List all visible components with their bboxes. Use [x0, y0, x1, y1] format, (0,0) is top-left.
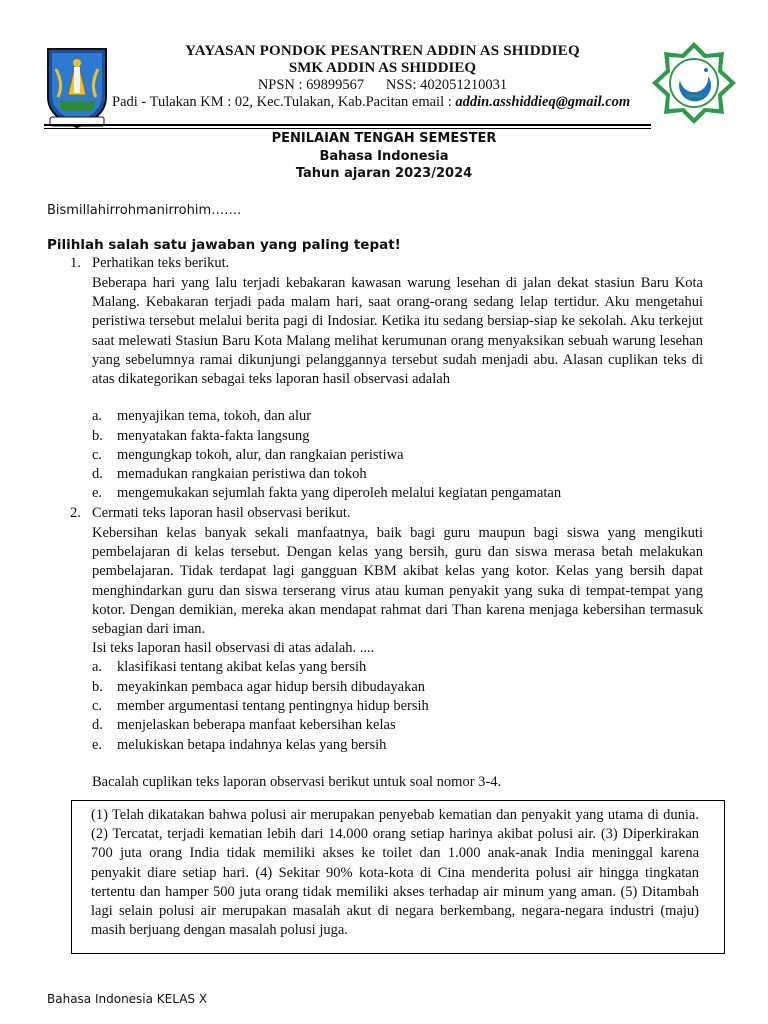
- exam-year: Tahun ajaran 2023/2024: [295, 166, 473, 181]
- opening-prayer: Bismillahirrohmanirrohim…….: [47, 203, 242, 218]
- q2-passage: Kebersihan kelas banyak sekali manfaatnya, baik bagi guru maupun bagi siswa yang mengikuti pembelajaran di kelas tersebut. Dengan kelas yang bersih, guru dan siswa merasa betah melakukan pembelajaran. Tidak terdapat lagi gangguan KBM akibat kelas yang kotor. Kelas yang bersih dapat menghindarkan guru dan siswa terserang virus atau kuman penyakit yang suka di tempat-tempat yang kotor. Dengan demikian, mereka akan mendapat rahmat dari Than karena menjaga kebersihan termasuk sebagian dari iman.: [92, 525, 703, 638]
- province-emblem-logo: [44, 45, 110, 129]
- school-name: SMK ADDIN AS SHIDDIEQ: [288, 60, 477, 76]
- q2-option-d: menjelaskan beberapa manfaat kebersihan kelas: [117, 717, 396, 733]
- page-footer: Bahasa Indonesia KELAS X: [47, 992, 208, 1006]
- q2-option-b: meyakinkan pembaca agar hidup bersih dibudayakan: [117, 679, 426, 695]
- q1-prompt: Perhatikan teks berikut.: [92, 255, 230, 271]
- q1-option-b: menyatakan fakta-fakta langsung: [117, 428, 310, 444]
- school-emblem-logo: [650, 40, 738, 126]
- q1-option-c: mengungkap tokoh, alur, dan rangkaian peristiwa: [117, 447, 404, 463]
- q2-option-letter: d.: [92, 717, 103, 733]
- q2-prompt: Cermati teks laporan hasil observasi berikut.: [92, 505, 351, 521]
- boxed-passage: (1) Telah dikatakan bahwa polusi air merupakan penyebab kematian dan penyakit yang utama di dunia. (2) Tercatat, terjadi kematian lebih dari 14.000 orang setiap harinya akibat polusi air. (3) Diperkirakan 700 juta orang India tidak memiliki akses ke toilet dan 1.000 anak-anak India meninggal karena penyakit diare setiap hari. (4) Sekitar 90% kota-kota di Cina menderita polusi air hingga tingkatan tertentu dan hamper 500 juta orang tidak memiliki akses terhadap air minum yang aman. (5) Ditambah lagi selain polusi air merupakan masalah akut di negara berkembang, negara-negara industri (maju) masih berjuang dengan masalah polusi juga.: [91, 807, 699, 939]
- foundation-name: YAYASAN PONDOK PESANTREN ADDIN AS SHIDDIEQ: [185, 43, 580, 59]
- q1-passage: Beberapa hari yang lalu terjadi kebakaran kawasan warung lesehan di jalan dekat stasiun Baru Kota Malang. Kebakaran terjadi pada malam hari, saat orang-orang sedang lelap tertidur. Aku mengetahui peristiwa tersebut melalui berita pagi di Indosiar. Ketika itu sedang bersiap-siap ke sekolah. Aku terkejut saat melewati Stasiun Baru Kota Malang melihat kerumunan orang menyaksikan sebuah warung lesehan yang sebelumnya ramai dikunjungi pelanggannya tersebut sudah menjadi abu. Alasan cuplikan teks di atas dikategorikan sebagai teks laporan hasil observasi adalah: [92, 275, 703, 388]
- q2-question: Isi teks laporan hasil observasi di atas adalah. ....: [92, 640, 375, 656]
- q2-option-letter: c.: [92, 698, 103, 714]
- q1-option-letter: c.: [92, 447, 103, 463]
- q2-option-c: member argumentasi tentang pentingnya hidup bersih: [117, 698, 429, 714]
- header-rule-thick: [44, 124, 651, 126]
- q2-option-letter: a.: [92, 659, 103, 675]
- school-ids: NPSN : 69899567 NSS: 402051210031: [257, 77, 508, 93]
- q1-number: 1.: [70, 255, 81, 271]
- instruction: Pilihlah salah satu jawaban yang paling tepat!: [47, 237, 401, 253]
- exam-title: PENILAIAN TENGAH SEMESTER: [271, 131, 497, 146]
- q2-option-e: melukiskan betapa indahnya kelas yang bersih: [117, 737, 387, 753]
- address-text: Padi - Tulakan KM : 02, Kec.Tulakan, Kab.Pacitan email :: [112, 94, 456, 110]
- q1-option-letter: a.: [92, 408, 103, 424]
- q1-option-letter: d.: [92, 466, 103, 482]
- q1-option-letter: b.: [92, 428, 103, 444]
- q2-number: 2.: [70, 505, 81, 521]
- q2-option-letter: b.: [92, 679, 103, 695]
- school-email: addin.asshiddieq@gmail.com: [455, 94, 631, 110]
- header-rule-thin: [44, 128, 651, 129]
- q2-option-letter: e.: [92, 737, 103, 753]
- exam-subject: Bahasa Indonesia: [319, 149, 449, 164]
- read-instruction: Bacalah cuplikan teks laporan observasi berikut untuk soal nomor 3-4.: [92, 774, 502, 790]
- q1-option-letter: e.: [92, 485, 103, 501]
- q1-option-a: menyajikan tema, tokoh, dan alur: [117, 408, 312, 424]
- q1-option-d: memadukan rangkaian peristiwa dan tokoh: [117, 466, 367, 482]
- q1-option-e: mengemukakan sejumlah fakta yang diperoleh melalui kegiatan pengamatan: [117, 485, 562, 501]
- school-address: [112, 94, 648, 111]
- q2-option-a: klasifikasi tentang akibat kelas yang bersih: [117, 659, 367, 675]
